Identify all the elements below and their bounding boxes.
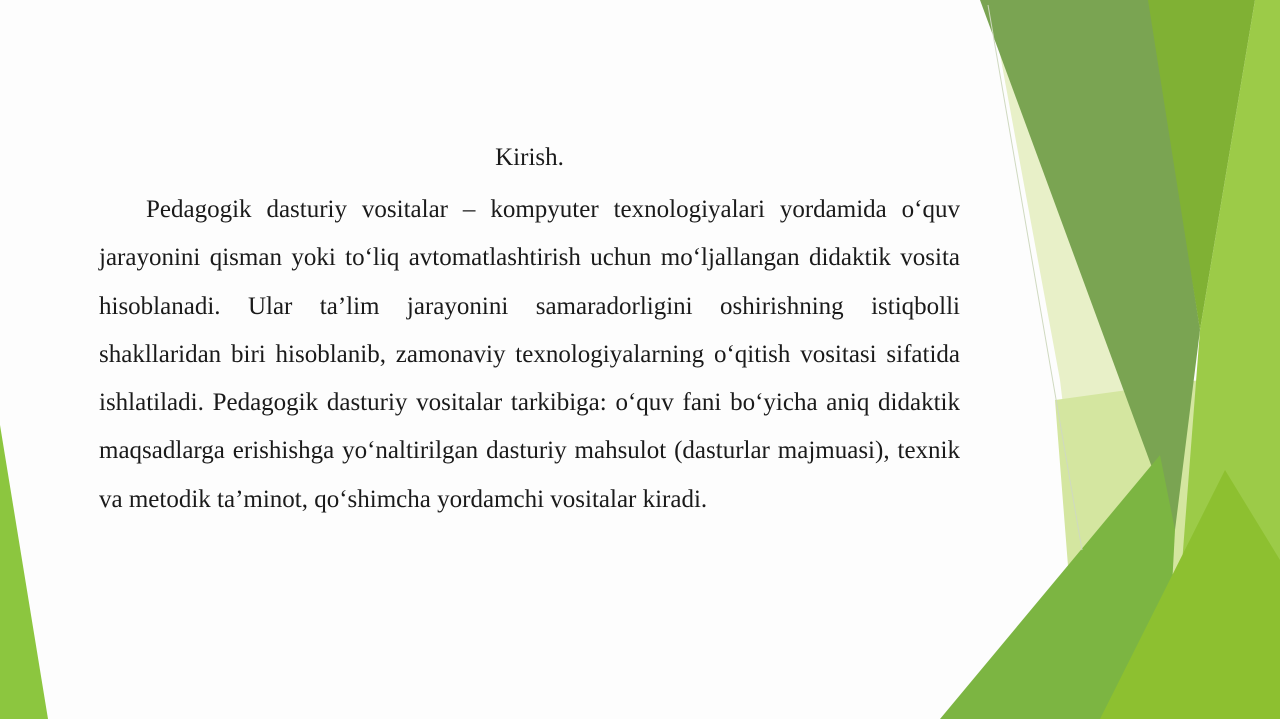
left-green-sliver [0,425,48,719]
slide-paragraph: Pedagogik dasturiy vositalar – kompyuter texnologiyalari yordamida o‘quv jarayonini qisman yoki to‘liq avtomatlashtirish uchun mo‘ljallangan didaktik vosita hisoblanadi. Ular ta’lim jarayonini samaradorligini oshirishning istiqbolli shakllaridan biri hisoblanib, zamonaviy texnologiyalarning o‘qitish vositasi sifatida ishlatiladi. Pedagogik dasturiy vositalar tarkibiga: o‘quv fani bo‘yicha aniq didaktik maqsadlarga erishishga yo‘naltirilgan dasturiy mahsulot (dasturlar majmuasi), texnik va metodik ta’minot, qo‘shimcha yordamchi vositalar kiradi. [99,196,960,513]
slide-title: Kirish. [495,144,564,171]
